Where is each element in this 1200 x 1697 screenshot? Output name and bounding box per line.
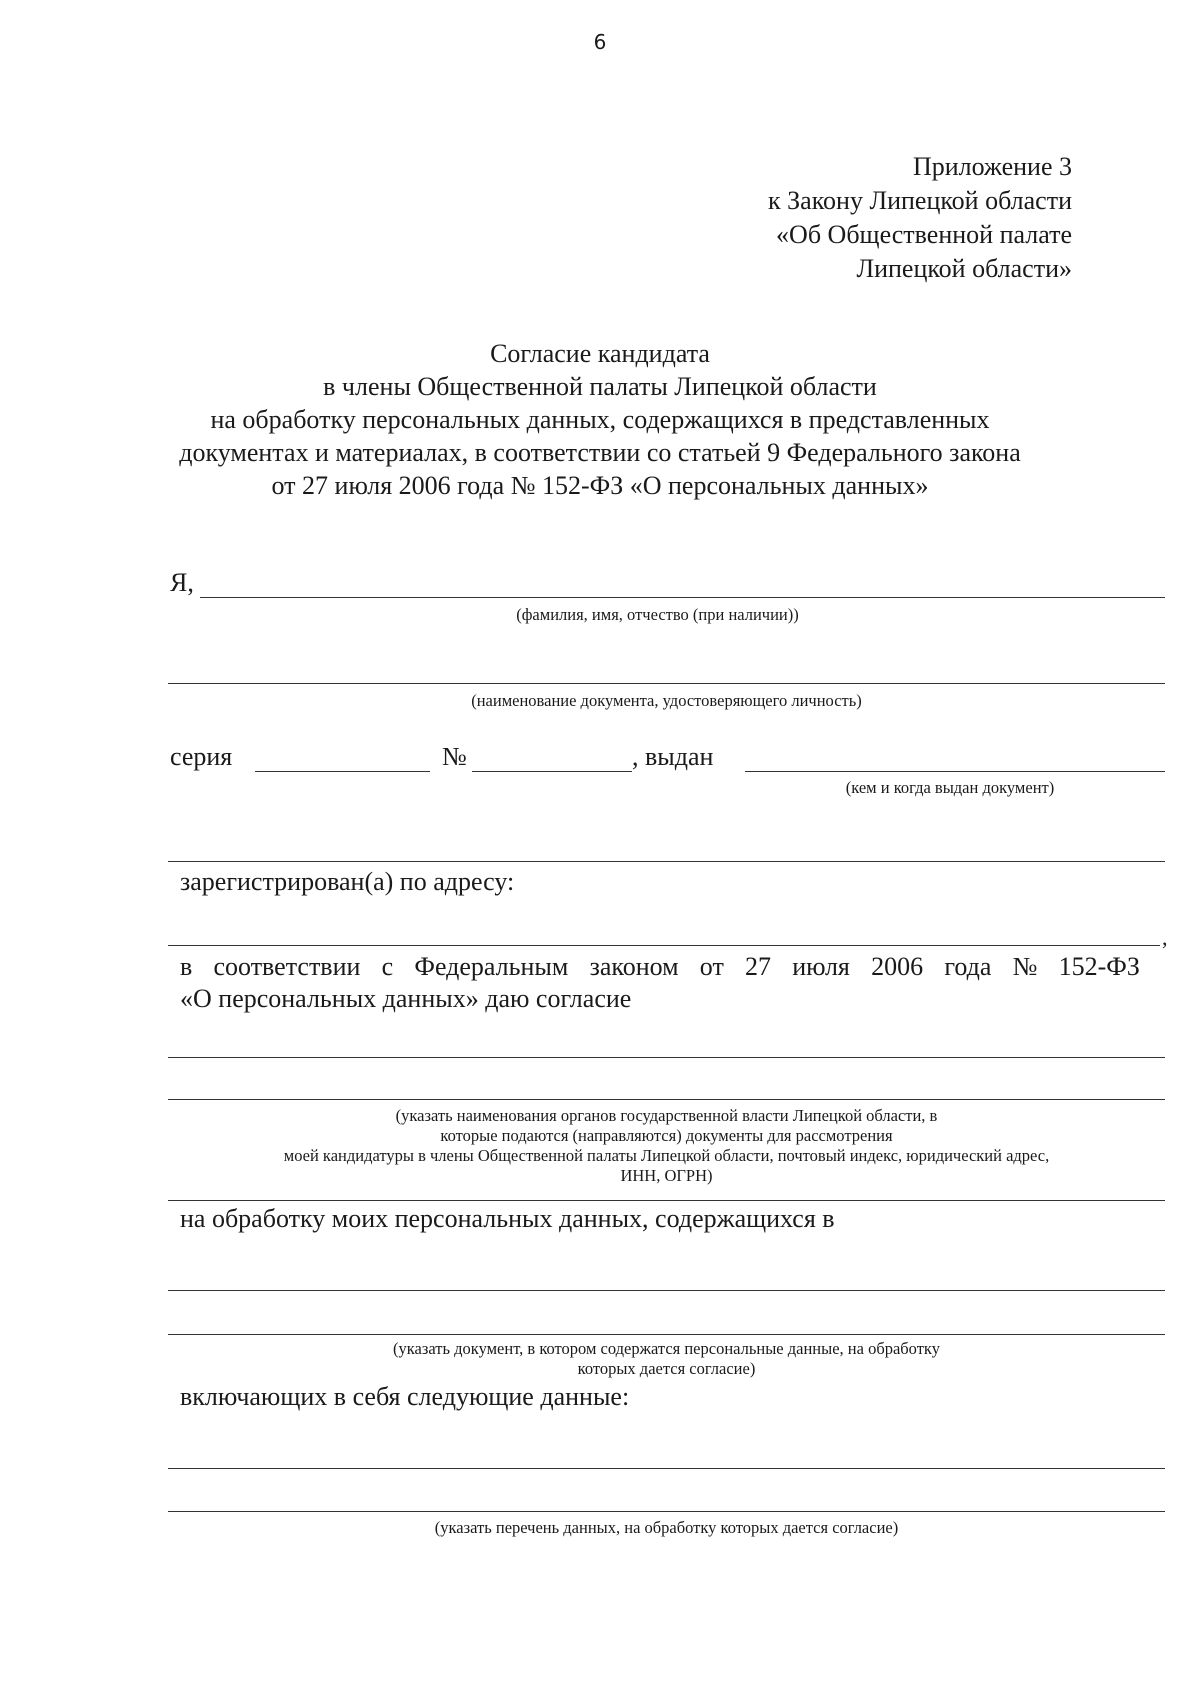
consent-word: № — [1012, 952, 1038, 981]
consent-word: июля — [792, 952, 850, 981]
organs-field-line-1[interactable] — [168, 1057, 1165, 1058]
document-caption — [168, 1339, 1165, 1379]
appendix-line: «Об Общественной палате — [776, 220, 1072, 249]
consent-line-1 — [180, 951, 1140, 983]
data-list-field-line-2[interactable] — [168, 1511, 1165, 1512]
consent-word: соответствии — [213, 952, 361, 981]
consent-word: года — [944, 952, 992, 981]
registered-label: зарегистрирован(а) по адресу: — [180, 867, 515, 896]
page-number: 6 — [593, 30, 607, 54]
appendix-line: к Закону Липецкой области — [768, 186, 1072, 215]
title-line: на обработку персональных данных, содержащихся в представленных — [210, 405, 990, 434]
organs-caption-line: (указать наименования органов государственной власти Липецкой области, в — [395, 1106, 938, 1125]
title-line: Согласие кандидата — [490, 339, 710, 368]
identity-document-caption: (наименование документа, удостоверяющего личность) — [471, 691, 862, 710]
including-label: включающих в себя следующие данные: — [180, 1382, 630, 1411]
document-field-line-1[interactable] — [168, 1290, 1165, 1291]
number-label: № — [442, 742, 467, 771]
organs-caption-line: ИНН, ОГРН) — [620, 1166, 713, 1185]
organs-caption-line: которые подаются (направляются) документы для рассмотрения — [440, 1126, 893, 1145]
i-label: Я, — [170, 568, 194, 597]
consent-word: 152-ФЗ — [1058, 952, 1140, 981]
organs-caption — [168, 1106, 1165, 1186]
organs-field-line-3[interactable] — [168, 1200, 1165, 1201]
organs-caption-line: моей кандидатуры в члены Общественной палаты Липецкой области, почтовый индекс, юридический адрес, — [283, 1146, 1050, 1165]
document-field-line-2[interactable] — [168, 1334, 1165, 1335]
title-line: от 27 июля 2006 года № 152-ФЗ «О персональных данных» — [271, 471, 929, 500]
issued-by-field[interactable] — [745, 771, 1165, 772]
document-title — [150, 337, 1050, 502]
data-list-field-line-1[interactable] — [168, 1468, 1165, 1469]
appendix-line: Липецкой области» — [856, 254, 1072, 283]
consent-word: законом — [589, 952, 679, 981]
consent-word: 27 — [745, 952, 772, 981]
processing-label: на обработку моих персональных данных, содержащихся в — [180, 1204, 835, 1233]
fio-field[interactable] — [200, 597, 1165, 598]
appendix-header — [768, 150, 1072, 286]
organs-field-line-2[interactable] — [168, 1099, 1165, 1100]
consent-statement — [180, 951, 1140, 1015]
appendix-line: Приложение 3 — [912, 152, 1072, 181]
series-field[interactable] — [255, 771, 430, 772]
issued-caption: (кем и когда выдан документ) — [845, 778, 1055, 797]
address-comma: , — [1162, 925, 1168, 950]
consent-word: 2006 — [871, 952, 924, 981]
title-line: документах и материалах, в соответствии со статьей 9 Федерального закона — [179, 438, 1021, 467]
data-list-caption: (указать перечень данных, на обработку которых дается согласие) — [434, 1518, 899, 1537]
series-label: серия — [170, 742, 233, 771]
consent-word: Федеральным — [414, 952, 569, 981]
fio-caption: (фамилия, имя, отчество (при наличии)) — [516, 605, 799, 624]
number-field[interactable] — [472, 771, 632, 772]
document-caption-line: (указать документ, в котором содержатся персональные данные, на обработку — [393, 1339, 940, 1358]
consent-word: от — [699, 952, 724, 981]
consent-line-2: «О персональных данных» даю согласие — [180, 984, 632, 1013]
issued-label: , выдан — [632, 742, 714, 771]
issued-by-field-continued[interactable] — [168, 861, 1165, 862]
consent-word: в — [180, 952, 193, 981]
consent-word: с — [381, 952, 394, 981]
address-field[interactable] — [168, 945, 1160, 946]
document-caption-line: которых дается согласие) — [577, 1359, 756, 1378]
title-line: в члены Общественной палаты Липецкой области — [323, 372, 877, 401]
identity-document-field[interactable] — [168, 683, 1165, 684]
